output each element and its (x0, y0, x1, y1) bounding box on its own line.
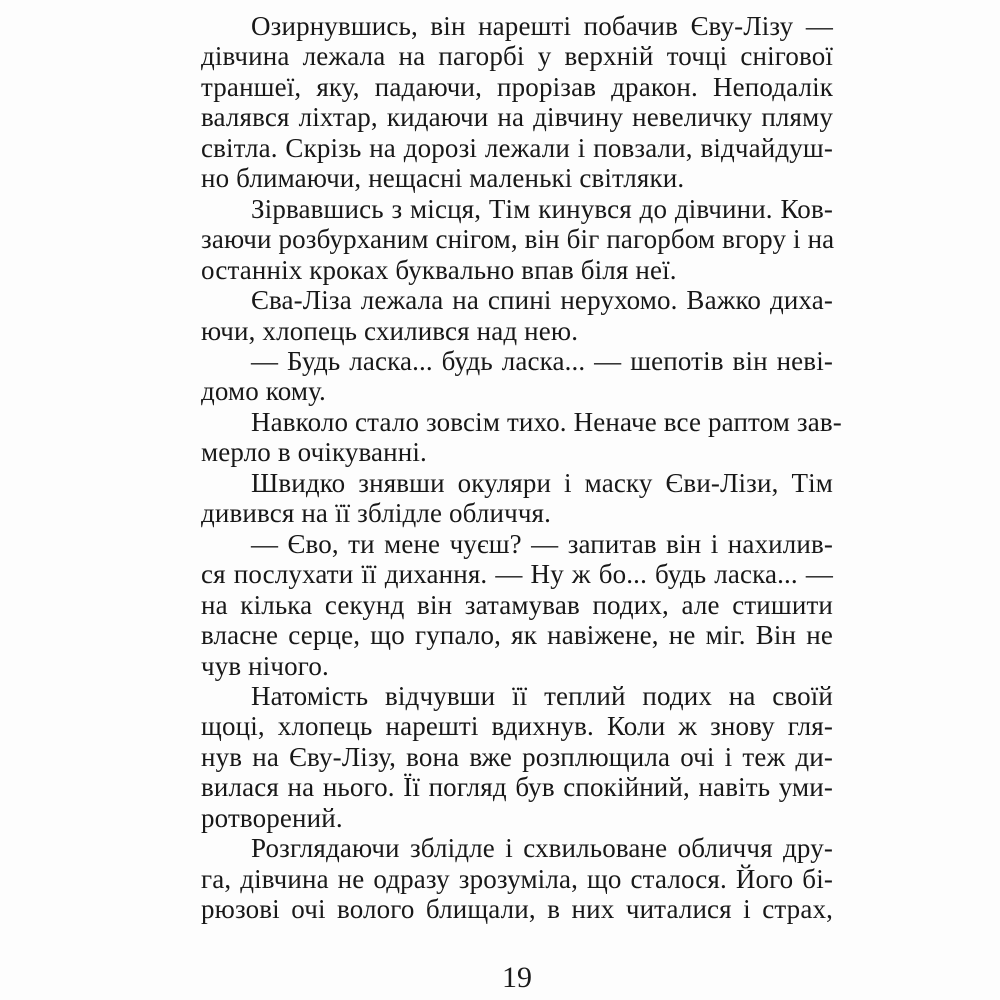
text-line: дівчина лежала на пагорбі у верхній точці снігової (201, 41, 833, 72)
text-line: ротворений. (201, 802, 343, 833)
text-line: нув на Єву-Лізу, вона вже розплющила очі і теж ди- (201, 741, 833, 772)
text-line: ючи, хлопець схилився над нею. (201, 315, 579, 346)
paragraph (201, 11, 833, 194)
text-line: світла. Скрізь на дорозі лежали і повзали, відчайдуш- (201, 132, 833, 163)
text-line: Натомість відчувши її теплий подих на своїй (251, 680, 833, 711)
text-line: Озирнувшись, він нарешті побачив Єву-Лізу — (251, 11, 833, 41)
text-line: щоці, хлопець нарешті вдихнув. Коли ж знову гля- (201, 711, 833, 742)
text-line: мерло в очікуванні. (201, 437, 427, 468)
text-line: — Будь ласка... будь ласка... — шепотів він неві- (251, 345, 833, 376)
paragraph (201, 681, 833, 833)
text-line: Розглядаючи зблідле і схвильоване обличчя дру- (251, 833, 833, 864)
text-line: власне серце, що гупало, як навіжене, не міг. Він не (201, 620, 833, 651)
text-line: на кілька секунд він затамував подих, але стишити (201, 589, 833, 620)
paragraph (201, 529, 833, 681)
text-line: вилася на нього. Її погляд був спокійний, навіть уми- (201, 772, 833, 803)
paragraph (201, 833, 833, 924)
page-number: 19 (502, 961, 532, 994)
text-line: Зірвавшись з місця, Тім кинувся до дівчини. Ков- (251, 193, 833, 224)
text-line: дивився на її зблідле обличчя. (201, 498, 552, 529)
text-line: траншеї, яку, падаючи, прорізав дракон. Неподалік (201, 71, 833, 102)
text-line: заючи розбурханим снігом, він біг пагорбом вгору і на (201, 224, 835, 255)
text-line: валявся ліхтар, кидаючи на дівчину невеличку пляму (201, 102, 833, 133)
paragraph (201, 346, 833, 407)
text-line: но блимаючи, нещасні маленькі світляки. (201, 163, 685, 194)
text-line: рюзові очі волого блищали, в них читалися і страх, (201, 894, 833, 925)
text-line: чув нічого. (201, 650, 329, 681)
text-line: — Єво, ти мене чуєш? — запитав він і нахилив- (251, 528, 833, 559)
text-column (201, 11, 842, 925)
text-line: Навколо стало зовсім тихо. Неначе все раптом зав- (251, 406, 842, 437)
text-line: Єва-Ліза лежала на спині нерухомо. Важко диха- (251, 285, 833, 316)
paragraph (201, 468, 833, 529)
text-line: домо кому. (201, 376, 326, 407)
paragraph (201, 406, 842, 468)
text-line: останніх кроках буквально впав біля неї. (201, 254, 677, 285)
paragraph (201, 194, 833, 285)
text-line: Швидко знявши окуляри і маску Єви-Лізи, Тім (251, 467, 833, 498)
text-line: ся послухати її дихання. — Ну ж бо... будь ласка... — (201, 559, 833, 590)
paragraph (201, 285, 833, 346)
text-line: га, дівчина не одразу зрозуміла, що сталося. Його бі- (201, 863, 833, 894)
